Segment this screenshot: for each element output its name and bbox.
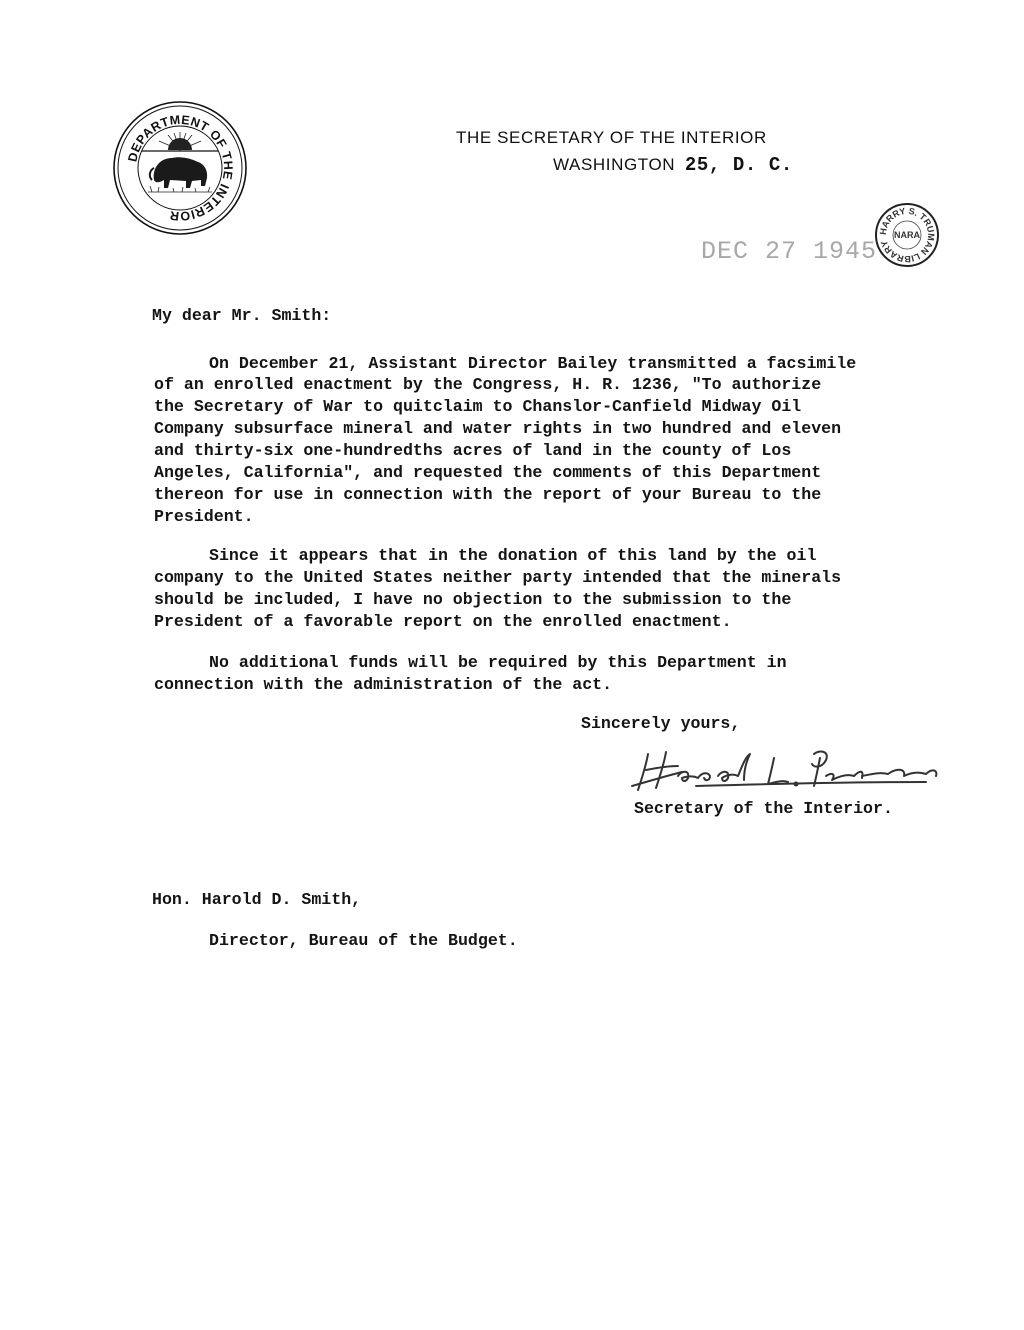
paragraph-1-line: Angeles, California", and requested the comments of this Department <box>154 463 822 482</box>
seal-text: DEPARTMENT OF THE INTERIOR <box>125 112 236 224</box>
paragraph-1-line: of an enrolled enactment by the Congress, H. R. 1236, "To authorize <box>154 375 822 394</box>
paragraph-2-line: company to the United States neither party intended that the minerals <box>154 568 842 587</box>
closing: Sincerely yours, <box>581 714 741 733</box>
letterhead-address <box>553 154 793 176</box>
paragraph-3-line: connection with the administration of the act. <box>154 675 613 694</box>
addressee-name: Hon. Harold D. Smith, <box>152 890 362 909</box>
signer-title: Secretary of the Interior. <box>634 799 893 818</box>
letterhead-postal-code: 25, D. C. <box>684 154 793 176</box>
letterhead-office: THE SECRETARY OF THE INTERIOR <box>456 128 767 147</box>
paragraph-2-line: should be included, I have no objection to the submission to the <box>154 590 792 609</box>
paragraph-1-line: thereon for use in connection with the report of your Bureau to the <box>154 485 822 504</box>
library-stamp-center: NARA <box>894 230 920 240</box>
salutation: My dear Mr. Smith: <box>152 306 332 325</box>
paragraph-1-line: and thirty-six one-hundredths acres of land in the county of Los <box>154 441 792 460</box>
paragraph-1-line: On December 21, Assistant Director Bailey transmitted a facsimile <box>209 354 857 373</box>
paragraph-3-line: No additional funds will be required by this Department in <box>209 653 787 672</box>
signature-image <box>626 746 946 796</box>
library-stamp-icon <box>874 202 940 268</box>
library-stamp-text: HARRY S. TRUMAN LIBRARY <box>877 205 937 265</box>
paragraph-1-line: the Secretary of War to quitclaim to Chanslor-Canfield Midway Oil <box>154 397 802 416</box>
bison-seal-icon <box>112 100 248 236</box>
paragraph-2-line: Since it appears that in the donation of this land by the oil <box>209 546 817 565</box>
paragraph-1-line: Company subsurface mineral and water rights in two hundred and eleven <box>154 419 842 438</box>
letterhead-city: WASHINGTON <box>553 155 676 174</box>
paragraph-1-line: President. <box>154 507 254 526</box>
addressee-title: Director, Bureau of the Budget. <box>209 931 518 950</box>
date-stamp: DEC 27 1945 <box>700 237 877 266</box>
paragraph-2-line: President of a favorable report on the enrolled enactment. <box>154 612 732 631</box>
